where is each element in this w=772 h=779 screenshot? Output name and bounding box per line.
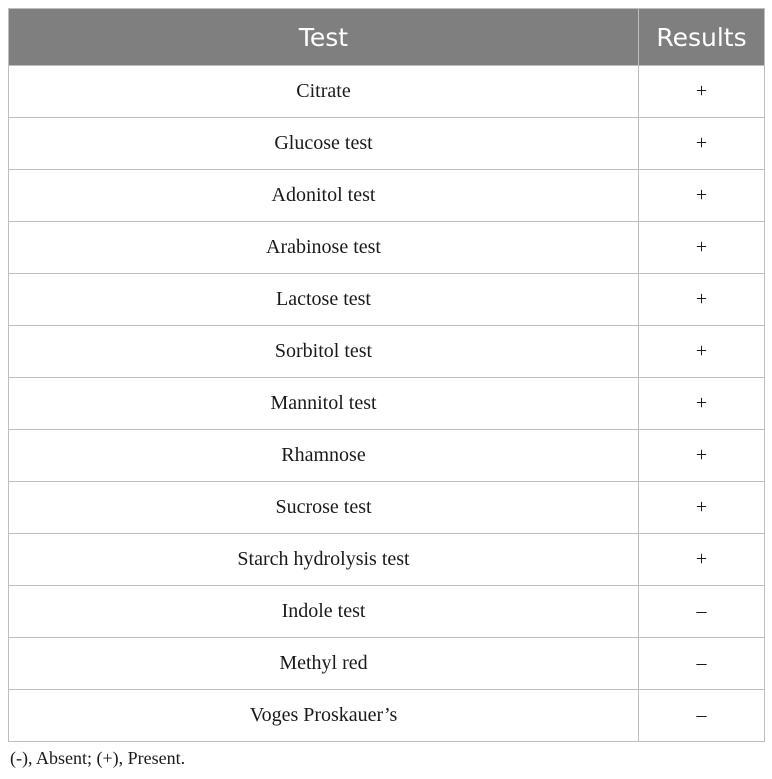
table-footnote: (-), Absent; (+), Present.: [10, 748, 186, 768]
results-table: [8, 8, 765, 742]
test-name-cell: Starch hydrolysis test: [9, 534, 639, 586]
test-name-cell: Glucose test: [9, 118, 639, 170]
table-row: [9, 690, 765, 742]
test-name-cell: Indole test: [9, 586, 639, 638]
result-cell: +: [639, 378, 765, 430]
test-name-cell: Lactose test: [9, 274, 639, 326]
result-cell: +: [639, 430, 765, 482]
table-row: [9, 274, 765, 326]
table-row: [9, 430, 765, 482]
table-row: [9, 326, 765, 378]
test-name-cell: Citrate: [9, 66, 639, 118]
table-row: [9, 534, 765, 586]
table-body: [9, 66, 765, 742]
table-row: [9, 638, 765, 690]
result-cell: +: [639, 222, 765, 274]
table-row: [9, 222, 765, 274]
table-row: [9, 118, 765, 170]
test-name-cell: Mannitol test: [9, 378, 639, 430]
table-row: [9, 378, 765, 430]
result-cell: –: [639, 586, 765, 638]
header-results: Results: [639, 9, 765, 66]
test-name-cell: Arabinose test: [9, 222, 639, 274]
result-cell: +: [639, 482, 765, 534]
result-cell: –: [639, 638, 765, 690]
header-test: Test: [9, 9, 639, 66]
result-cell: +: [639, 170, 765, 222]
result-cell: +: [639, 534, 765, 586]
result-cell: +: [639, 118, 765, 170]
test-name-cell: Rhamnose: [9, 430, 639, 482]
test-name-cell: Methyl red: [9, 638, 639, 690]
table-row: [9, 66, 765, 118]
test-name-cell: Voges Proskauer’s: [9, 690, 639, 742]
test-name-cell: Sucrose test: [9, 482, 639, 534]
test-name-cell: Sorbitol test: [9, 326, 639, 378]
result-cell: –: [639, 690, 765, 742]
table-header: [9, 9, 765, 66]
result-cell: +: [639, 326, 765, 378]
results-table-container: [8, 8, 764, 742]
result-cell: +: [639, 66, 765, 118]
test-name-cell: Adonitol test: [9, 170, 639, 222]
table-row: [9, 170, 765, 222]
table-row: [9, 482, 765, 534]
table-row: [9, 586, 765, 638]
result-cell: +: [639, 274, 765, 326]
header-row: [9, 9, 765, 66]
